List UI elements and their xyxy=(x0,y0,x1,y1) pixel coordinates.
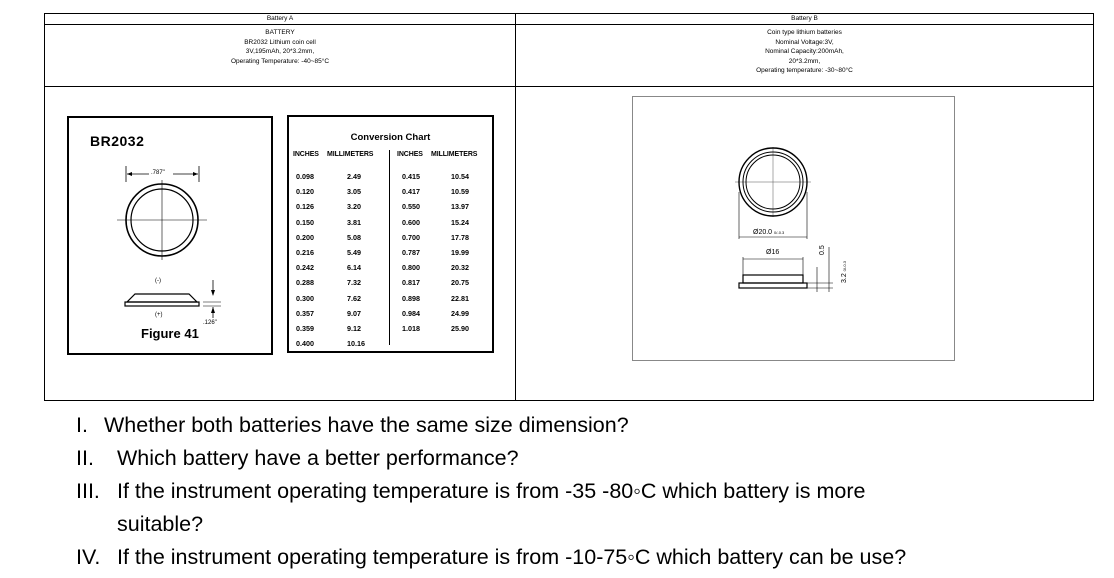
coin-cell-dimension-drawing xyxy=(633,97,954,360)
question-item xyxy=(76,541,1096,574)
table-cell: 0.984 xyxy=(402,308,420,318)
conversion-chart-title: Conversion Chart xyxy=(350,132,431,143)
battery-a-body-cell xyxy=(45,87,516,400)
table-cell: 17.78 xyxy=(451,232,469,242)
left-inches-column xyxy=(296,169,336,351)
negative-terminal-label: (-) xyxy=(155,278,161,284)
table-cell: 3.05 xyxy=(347,187,361,197)
table-cell: 0.098 xyxy=(296,172,314,181)
question-text: If the instrument operating temperature is from -10-75◦C which battery can be use? xyxy=(117,545,907,569)
left-mm-column xyxy=(347,169,387,351)
table-cell: 0.150 xyxy=(296,217,314,227)
battery-b-body-cell xyxy=(516,87,1093,400)
table-cell: 1.018 xyxy=(402,323,420,333)
height-dimension-label xyxy=(841,261,848,283)
table-cell: 3.81 xyxy=(347,217,361,227)
table-cell: 2.49 xyxy=(347,172,361,181)
question-number: IV. xyxy=(76,545,101,569)
question-text: Which battery have a better performance? xyxy=(117,446,519,470)
question-text: If the instrument operating temperature is from -35 -80◦C which battery is more xyxy=(117,479,866,503)
table-cell: 0.120 xyxy=(296,187,314,197)
table-cell: 13.97 xyxy=(451,202,469,212)
table-cell: 0.359 xyxy=(296,323,314,333)
br2032-figure xyxy=(67,116,273,355)
question-text: Whether both batteries have the same size dimension? xyxy=(104,413,629,437)
battery-b-spec-line: Nominal Capacity:200mAh, xyxy=(765,48,844,56)
table-cell: 0.400 xyxy=(296,339,314,349)
question-text: suitable? xyxy=(117,512,204,536)
outer-diameter-value: Ø20.0 xyxy=(753,229,773,236)
table-cell: 20.75 xyxy=(451,278,469,288)
battery-b-spec-line: Operating temperature: -30~80°C xyxy=(756,67,853,75)
question-number: I. xyxy=(76,413,88,437)
right-mm-column xyxy=(451,169,491,336)
battery-b-header-cell xyxy=(516,14,1093,87)
battery-b-spec-line: Coin type lithium batteries xyxy=(767,29,842,36)
table-cell: 0.417 xyxy=(402,187,420,197)
table-cell: 9.12 xyxy=(347,323,361,333)
battery-a-header-cell xyxy=(45,14,516,87)
table-cell: 22.81 xyxy=(451,293,469,303)
question-item xyxy=(76,475,1096,508)
question-item xyxy=(76,409,1096,442)
height-value: 3.2 xyxy=(841,273,848,283)
battery-b-spec-line: 20*3.2mm, xyxy=(788,57,821,65)
table-cell: 0.357 xyxy=(296,308,314,318)
battery-b-drawing xyxy=(632,96,955,361)
table-cell: 0.300 xyxy=(296,293,314,303)
battery-a-spec-line: BATTERY xyxy=(265,29,295,36)
table-cell: 10.59 xyxy=(451,187,469,197)
right-inches-column xyxy=(402,169,442,336)
battery-a-title: Battery A xyxy=(45,14,515,25)
column-header: INCHES xyxy=(397,151,423,158)
outer-diameter-label xyxy=(753,229,784,236)
diameter-label: .787" xyxy=(151,170,165,176)
column-header: MILLIMETERS xyxy=(431,151,478,158)
height-label: .126" xyxy=(203,320,217,326)
questions-list xyxy=(76,409,1096,574)
table-cell: 0.787 xyxy=(402,247,420,257)
inner-diameter-label: Ø16 xyxy=(766,249,780,256)
table-cell: 0.550 xyxy=(402,202,420,212)
question-number: II. xyxy=(76,446,94,470)
table-cell: 0.216 xyxy=(296,247,314,257)
battery-b-spec-line: Nominal Voltage:3V, xyxy=(775,38,834,46)
column-header: INCHES xyxy=(293,151,319,158)
comparison-table xyxy=(44,13,1094,401)
battery-a-spec-line: Operating Temperature: -40~85°C xyxy=(230,57,330,65)
battery-b-title: Battery B xyxy=(516,14,1093,25)
question-item xyxy=(76,442,1096,475)
table-cell: 0.817 xyxy=(402,278,420,288)
conversion-chart xyxy=(287,115,494,353)
battery-a-spec-line: BR2032 Lithium coin cell xyxy=(244,38,316,46)
battery-a-specs xyxy=(45,28,515,66)
battery-a-spec-line: 3V,195mAh, 20*3.2mm, xyxy=(245,48,315,56)
height-tolerance: 0/-0.3 xyxy=(842,261,847,272)
table-cell: 9.07 xyxy=(347,308,361,318)
table-cell: 0.800 xyxy=(402,263,420,273)
column-header: MILLIMETERS xyxy=(327,151,374,158)
table-cell: 5.08 xyxy=(347,232,361,242)
table-cell: 0.700 xyxy=(402,232,420,242)
column-divider xyxy=(389,150,390,345)
figure-title: BR2032 xyxy=(90,133,145,149)
table-cell: 0.288 xyxy=(296,278,314,288)
table-cell: 24.99 xyxy=(451,308,469,318)
table-cell: 0.898 xyxy=(402,293,420,303)
figure-caption: Figure 41 xyxy=(141,326,199,341)
battery-b-specs xyxy=(516,28,1093,76)
table-cell: 25.90 xyxy=(451,323,469,333)
table-cell: 7.62 xyxy=(347,293,361,303)
outer-diameter-tolerance: 0/-0.3 xyxy=(774,230,785,235)
table-cell: 19.99 xyxy=(451,247,469,257)
table-cell: 20.32 xyxy=(451,263,469,273)
table-cell: 0.415 xyxy=(402,172,420,181)
table-cell: 10.54 xyxy=(451,172,469,181)
table-cell: 5.49 xyxy=(347,247,361,257)
table-cell: 0.600 xyxy=(402,217,420,227)
table-cell: 0.200 xyxy=(296,232,314,242)
question-number: III. xyxy=(76,479,100,503)
table-cell: 15.24 xyxy=(451,217,469,227)
positive-terminal-label: (+) xyxy=(155,312,163,318)
table-cell: 6.14 xyxy=(347,263,361,273)
table-cell: 0.242 xyxy=(296,263,314,273)
offset-label: 0.5 xyxy=(819,245,826,255)
question-item-continuation xyxy=(76,508,1096,541)
table-cell: 10.16 xyxy=(347,339,365,349)
table-cell: 3.20 xyxy=(347,202,361,212)
table-cell: 0.126 xyxy=(296,202,314,212)
table-cell: 7.32 xyxy=(347,278,361,288)
coin-cell-drawing xyxy=(69,118,271,353)
